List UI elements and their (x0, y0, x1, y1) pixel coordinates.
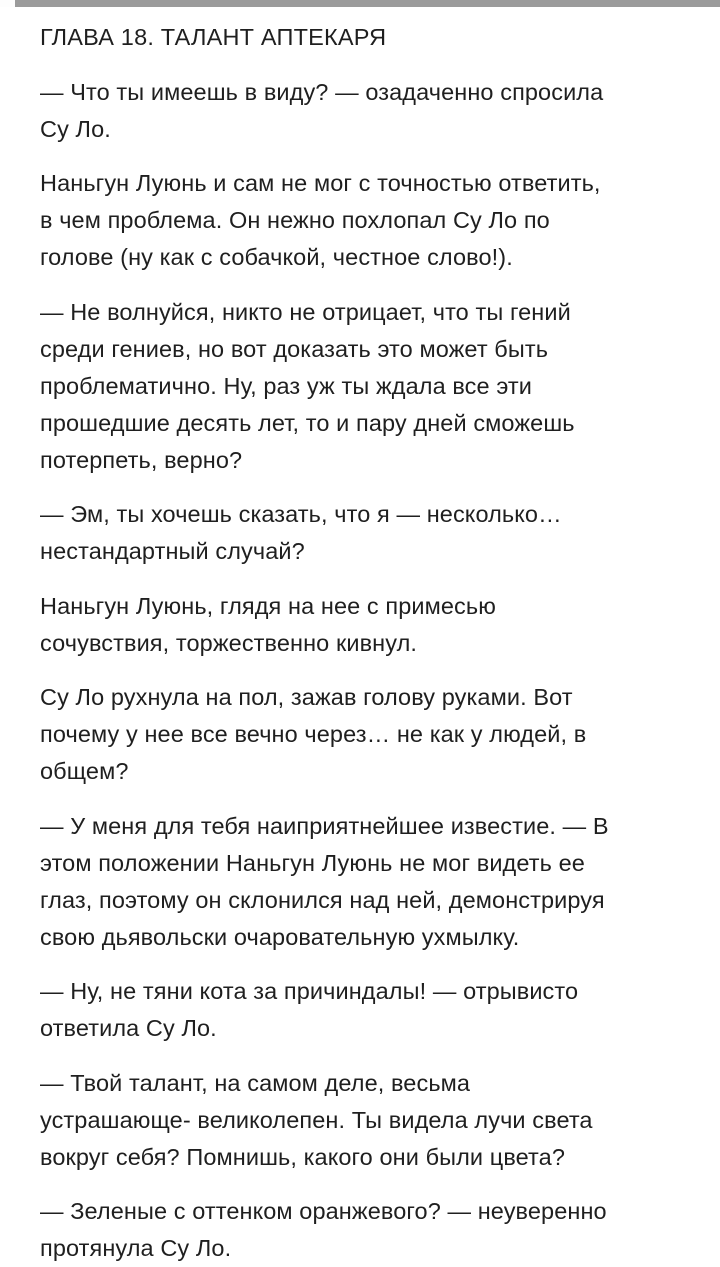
top-progress-track (0, 0, 720, 7)
text-line: — Ну, не тяни кота за причиндалы! — отрывисто (40, 973, 684, 1010)
chapter-title: ГЛАВА 18. ТАЛАНТ АПТЕКАРЯ (40, 19, 684, 56)
paragraph (40, 165, 684, 276)
paragraph (40, 294, 684, 479)
text-line: Су Ло. (40, 111, 684, 148)
text-line: общем? (40, 753, 684, 790)
text-line: среди гениев, но вот доказать это может быть (40, 331, 684, 368)
paragraph (40, 74, 684, 148)
text-line: протянула Су Ло. (40, 1230, 684, 1267)
text-line: этом положении Наньгун Луюнь не мог видеть ее (40, 845, 684, 882)
text-line: ответила Су Ло. (40, 1010, 684, 1047)
text-line: почему у нее все вечно через… не как у людей, в (40, 716, 684, 753)
text-line: голове (ну как с собачкой, честное слово!). (40, 239, 684, 276)
paragraph (40, 1065, 684, 1176)
paragraph (40, 808, 684, 956)
paragraph (40, 679, 684, 790)
text-line: Су Ло рухнула на пол, зажав голову руками. Вот (40, 679, 684, 716)
text-line: прошедшие десять лет, то и пару дней сможешь (40, 405, 684, 442)
reading-area[interactable] (0, 7, 720, 1267)
paragraph (40, 496, 684, 570)
text-line: — Не волнуйся, никто не отрицает, что ты гений (40, 294, 684, 331)
text-line: — Эм, ты хочешь сказать, что я — несколько… (40, 496, 684, 533)
text-line: глаз, поэтому он склонился над ней, демонстрируя (40, 882, 684, 919)
text-line: Наньгун Луюнь, глядя на нее с примесью (40, 588, 684, 625)
paragraph (40, 973, 684, 1047)
text-line: вокруг себя? Помнишь, какого они были цвета? (40, 1139, 684, 1176)
top-progress-bar (15, 0, 720, 7)
text-line: в чем проблема. Он нежно похлопал Су Ло по (40, 202, 684, 239)
paragraph (40, 1193, 684, 1267)
text-line: — Твой талант, на самом деле, весьма (40, 1065, 684, 1102)
text-line: — Что ты имеешь в виду? — озадаченно спросила (40, 74, 684, 111)
chapter-text (40, 74, 684, 1267)
text-line: свою дьявольски очаровательную ухмылку. (40, 919, 684, 956)
text-line: устрашающе- великолепен. Ты видела лучи света (40, 1102, 684, 1139)
text-line: — Зеленые с оттенком оранжевого? — неуверенно (40, 1193, 684, 1230)
paragraph (40, 588, 684, 662)
text-line: нестандартный случай? (40, 533, 684, 570)
text-line: проблематично. Ну, раз уж ты ждала все эти (40, 368, 684, 405)
text-line: — У меня для тебя наиприятнейшее известие. — В (40, 808, 684, 845)
text-line: Наньгун Луюнь и сам не мог с точностью ответить, (40, 165, 684, 202)
text-line: сочувствия, торжественно кивнул. (40, 625, 684, 662)
text-line: потерпеть, верно? (40, 442, 684, 479)
